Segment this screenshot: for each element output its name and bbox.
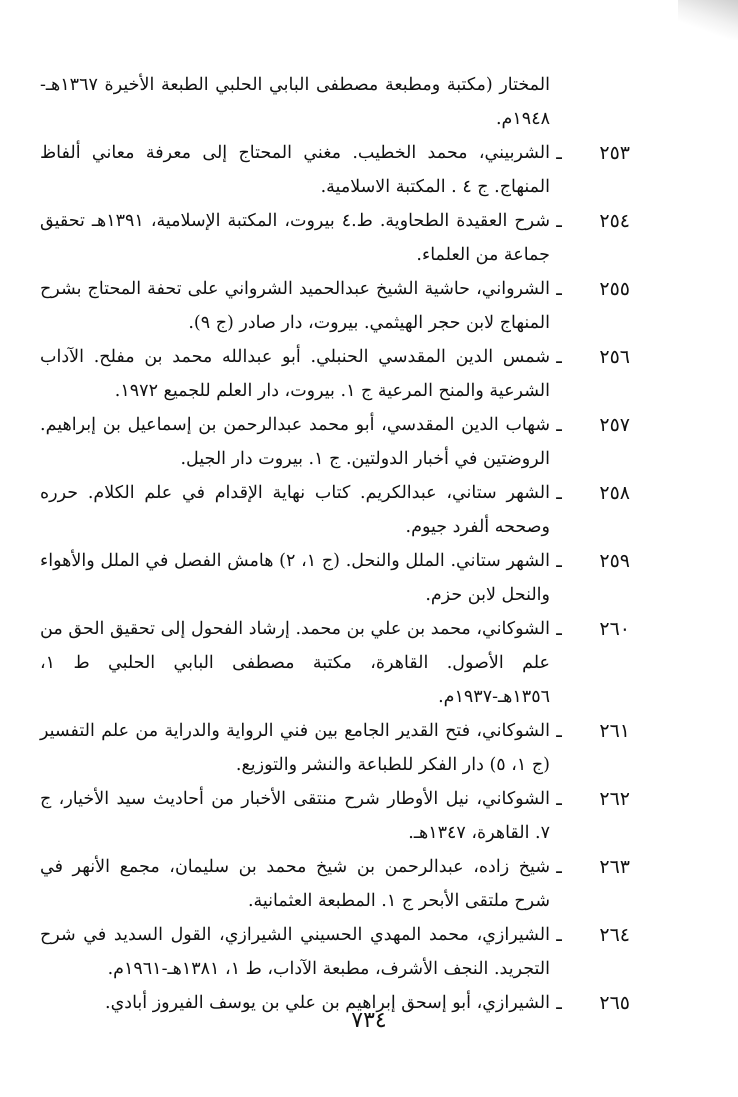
bibliography-entry: [40, 476, 630, 544]
entry-number: ٢٥٣: [599, 142, 630, 164]
entry-dash: ـ: [556, 414, 562, 436]
entry-number: ٢٦٣: [599, 856, 630, 878]
entry-text: الشوكاني، محمد بن علي بن محمد. إرشاد الفحول إلى تحقيق الحق من علم الأصول. القاهرة، مكتبة مصطفى البابي الحلبي ط ١، ١٣٥٦هـ-١٩٣٧م.: [40, 619, 550, 707]
scan-shadow: [678, 0, 738, 40]
entry-text: الشيرازي، أبو إسحق إبراهيم بن علي بن يوسف الفيروز أبادي.: [105, 993, 550, 1013]
bibliography-list: [40, 68, 630, 1020]
entry-dash: ـ: [556, 618, 562, 640]
entry-number: ٢٥٨: [599, 482, 630, 504]
entry-number: ٢٦٢: [599, 788, 630, 810]
continuation-text: المختار (مكتبة ومطبعة مصطفى البابي الحلبي الطبعة الأخيرة ١٣٦٧هـ- ١٩٤٨م.: [40, 75, 550, 129]
entry-dash: ـ: [556, 992, 562, 1014]
entry-dash: ـ: [556, 142, 562, 164]
entry-dash: ـ: [556, 346, 562, 368]
bibliography-entry: [40, 782, 630, 850]
entry-number: ٢٦١: [599, 720, 630, 742]
bibliography-entry: [40, 204, 630, 272]
entry-text: الشرواني، حاشية الشيخ عبدالحميد الشرواني على تحفة المحتاج بشرح المنهاج لابن حجر الهيثمي. بيروت، دار صادر (ج ٩).: [40, 279, 550, 333]
entry-dash: ـ: [556, 210, 562, 232]
entry-text: شيخ زاده، عبدالرحمن بن شيخ محمد بن سليمان، مجمع الأنهر في شرح ملتقى الأبحر ج ١. المطبعة العثمانية.: [40, 857, 550, 911]
entry-number: ٢٥٤: [599, 210, 630, 232]
entry-dash: ـ: [556, 856, 562, 878]
entry-text: شهاب الدين المقدسي، أبو محمد عبدالرحمن بن إسماعيل بن إبراهيم. الروضتين في أخبار الدولتين. ج ١. بيروت دار الجيل.: [40, 415, 550, 469]
entry-text: الشوكاني، نيل الأوطار شرح منتقى الأخبار من أحاديث سيد الأخيار، ج ٧. القاهرة، ١٣٤٧هـ.: [40, 789, 550, 843]
entry-dash: ـ: [556, 788, 562, 810]
page-number: ٧٣٤: [351, 1008, 387, 1033]
bibliography-entry: [40, 408, 630, 476]
bibliography-entry: [40, 850, 630, 918]
entry-dash: ـ: [556, 720, 562, 742]
bibliography-entry: [40, 340, 630, 408]
entry-text: الشيرازي، محمد المهدي الحسيني الشيرازي، القول السديد في شرح التجريد. النجف الأشرف، مطبعة الآداب، ط ١، ١٣٨١هـ-١٩٦١م.: [40, 925, 550, 979]
entry-number: ٢٥٦: [599, 346, 630, 368]
bibliography-entry: [40, 714, 630, 782]
entry-dash: ـ: [556, 924, 562, 946]
entry-text: الشربيني، محمد الخطيب. مغني المحتاج إلى معرفة معاني ألفاظ المنهاج. ج ٤ . المكتبة الاسلامية.: [40, 143, 550, 197]
bibliography-entry: [40, 544, 630, 612]
entry-text: الشوكاني، فتح القدير الجامع بين فني الرواية والدراية من علم التفسير (ج ١، ٥) دار الفكر للطباعة والنشر والتوزيع.: [40, 721, 550, 775]
entry-number: ٢٦٠: [599, 618, 630, 640]
entry-dash: ـ: [556, 482, 562, 504]
bibliography-entry: [40, 272, 630, 340]
entry-text: الشهر ستاني، عبدالكريم. كتاب نهاية الإقدام في علم الكلام. حرره وصححه ألفرد جيوم.: [40, 483, 550, 537]
bibliography-entry: [40, 612, 630, 714]
entry-text: شرح العقيدة الطحاوية. ط.٤ بيروت، المكتبة الإسلامية، ١٣٩١هـ تحقيق جماعة من العلماء.: [40, 211, 550, 265]
continuation-entry: [40, 68, 630, 136]
bibliography-entry: [40, 918, 630, 986]
entry-dash: ـ: [556, 550, 562, 572]
entry-number: ٢٥٧: [599, 414, 630, 436]
bibliography-entry: [40, 136, 630, 204]
entry-text: الشهر ستاني. الملل والنحل. (ج ١، ٢) هامش الفصل في الملل والأهواء والنحل لابن حزم.: [40, 551, 550, 605]
entry-number: ٢٥٥: [599, 278, 630, 300]
entry-dash: ـ: [556, 278, 562, 300]
entry-number: ٢٦٤: [599, 924, 630, 946]
entry-text: شمس الدين المقدسي الحنبلي. أبو عبدالله محمد بن مفلح. الآداب الشرعية والمنح المرعية ج ١. بيروت، دار العلم للجميع ١٩٧٢.: [40, 347, 550, 401]
entry-number: ٢٥٩: [599, 550, 630, 572]
entry-number: ٢٦٥: [599, 992, 630, 1014]
